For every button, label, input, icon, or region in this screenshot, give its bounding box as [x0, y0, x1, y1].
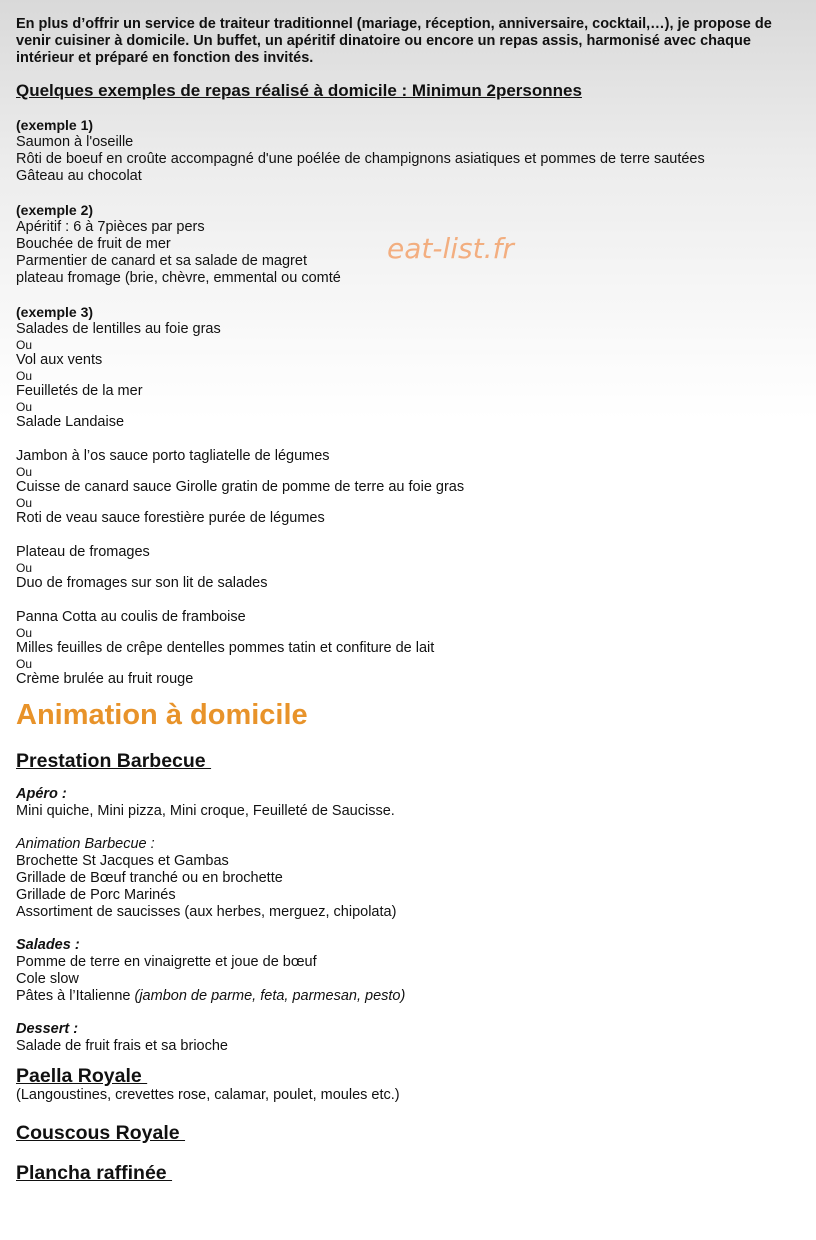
ou-separator: Ou — [16, 626, 33, 640]
dessert-items: Salade de fruit frais et sa brioche — [16, 1038, 228, 1054]
menu-line: Gâteau au chocolat — [16, 168, 142, 184]
menu-line: Panna Cotta au coulis de framboise — [16, 609, 246, 625]
apero-section — [16, 786, 806, 820]
menu-line: Jambon à l’os sauce porto tagliatelle de légumes — [16, 448, 330, 464]
menu-line: Apéritif : 6 à 7pièces par pers — [16, 219, 205, 235]
menu-line: Rôti de boeuf en croûte accompagné d'une poélée de champignons asiatiques et pommes de terre sautées — [16, 151, 705, 167]
apero-label: Apéro : — [16, 786, 67, 802]
ou-separator: Ou — [16, 369, 33, 383]
animation-bbq-section — [16, 836, 806, 921]
example-3-mains — [16, 448, 806, 527]
menu-line: Cuisse de canard sauce Girolle gratin de pomme de terre au foie gras — [16, 479, 465, 495]
menu-line: Brochette St Jacques et Gambas — [16, 853, 229, 869]
ou-separator: Ou — [16, 561, 33, 575]
barbecue-title: Prestation Barbecue — [16, 750, 212, 772]
intro-paragraph: En plus d’offrir un service de traiteur traditionnel (mariage, réception, anniversaire, cocktail,…), je propose de venir cuisiner à domicile. Un buffet, un apéritif dinatoire ou encore un repas assis, harmonisé avec chaque intérieur et préparé en fonction des invités. — [16, 16, 772, 66]
menu-line: Salade Landaise — [16, 414, 125, 430]
menu-line: Grillade de Porc Marinés — [16, 887, 176, 903]
menu-line: Pomme de terre en vinaigrette et joue de bœuf — [16, 954, 317, 970]
example-1 — [16, 117, 806, 185]
ou-separator: Ou — [16, 400, 33, 414]
animation-bbq-label: Animation Barbecue : — [16, 836, 155, 852]
watermark: eat-list.fr — [387, 232, 514, 265]
dessert-section — [16, 1021, 806, 1055]
menu-line: Bouchée de fruit de mer — [16, 236, 171, 252]
pates-text: Pâtes à l’Italienne — [16, 988, 135, 1004]
menu-line — [16, 988, 806, 1005]
menu-line: Saumon à l'oseille — [16, 134, 134, 150]
menu-line: Plateau de fromages — [16, 544, 150, 560]
paella-detail: (Langoustines, crevettes rose, calamar, poulet, moules etc.) — [16, 1087, 400, 1103]
example-3-desserts — [16, 609, 806, 688]
menu-line: Salades de lentilles au foie gras — [16, 321, 221, 337]
ou-separator: Ou — [16, 496, 33, 510]
salades-label: Salades : — [16, 937, 80, 953]
menu-line: Feuilletés de la mer — [16, 383, 143, 399]
ou-separator: Ou — [16, 338, 33, 352]
paella-title: Paella Royale — [16, 1065, 148, 1087]
example-3-cheese — [16, 544, 806, 592]
apero-items: Mini quiche, Mini pizza, Mini croque, Feuilleté de Saucisse. — [16, 803, 395, 819]
ou-separator: Ou — [16, 465, 33, 479]
example-title: (exemple 1) — [16, 117, 94, 133]
example-title: (exemple 3) — [16, 304, 94, 320]
salades-section — [16, 937, 806, 1005]
menu-line: Parmentier de canard et sa salade de magret — [16, 253, 307, 269]
menu-line: Assortiment de saucisses (aux herbes, merguez, chipolata) — [16, 904, 397, 920]
example-title: (exemple 2) — [16, 202, 94, 218]
example-3-starters — [16, 304, 806, 431]
menu-line: Crème brulée au fruit rouge — [16, 671, 194, 687]
menu-line: Duo de fromages sur son lit de salades — [16, 575, 268, 591]
plancha-title: Plancha raffinée — [16, 1162, 173, 1184]
page-content — [16, 16, 806, 1198]
ou-separator: Ou — [16, 657, 33, 671]
examples-heading: Quelques exemples de repas réalisé à domicile : Minimun 2personnes — [16, 81, 582, 100]
menu-line: plateau fromage (brie, chèvre, emmental ou comté — [16, 270, 341, 286]
menu-line: Vol aux vents — [16, 352, 103, 368]
dessert-label: Dessert : — [16, 1021, 79, 1037]
menu-line: Grillade de Bœuf tranché ou en brochette — [16, 870, 283, 886]
pates-detail: (jambon de parme, feta, parmesan, pesto) — [134, 988, 406, 1004]
menu-line: Cole slow — [16, 971, 79, 987]
menu-line: Milles feuilles de crêpe dentelles pommes tatin et confiture de lait — [16, 640, 435, 656]
animation-title: Animation à domicile — [16, 699, 308, 731]
example-2 — [16, 202, 806, 287]
menu-line: Roti de veau sauce forestière purée de légumes — [16, 510, 325, 526]
couscous-title: Couscous Royale — [16, 1122, 186, 1144]
